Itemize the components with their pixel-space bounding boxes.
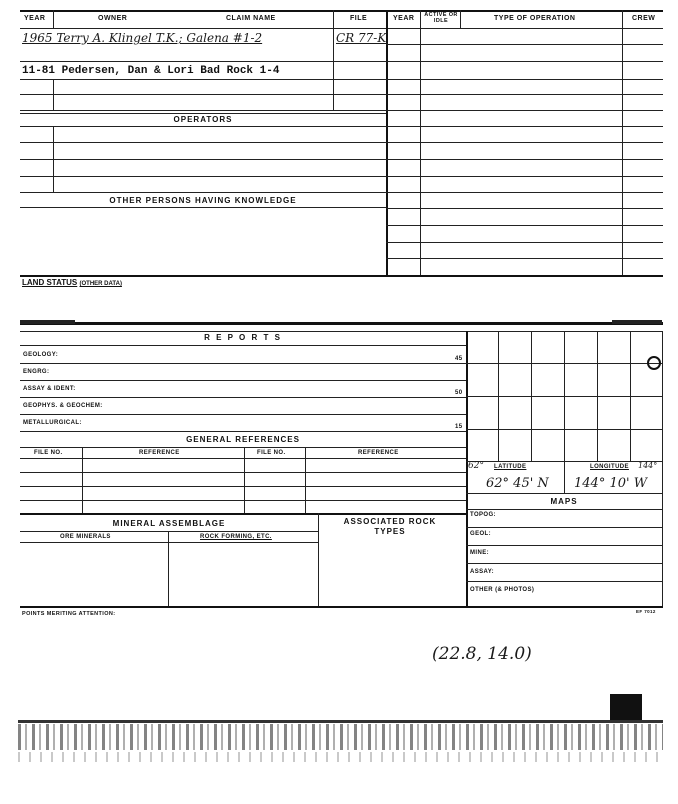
report-num-15: 15: [455, 424, 463, 430]
land-status-label: [22, 278, 122, 287]
maps-mine-label: MINE:: [470, 550, 489, 556]
entry-2-owner-claim: 11-81 Pedersen, Dan & Lori Bad Rock 1-4: [22, 65, 280, 77]
lon-degree-label: 144°: [638, 461, 658, 470]
header-type-of-operation: TYPE OF OPERATION: [494, 15, 576, 22]
land-status-title: LAND STATUS: [22, 278, 78, 287]
latitude-label: LATITUDE: [494, 464, 527, 470]
header-active-or-idle: ACTIVE OR IDLE: [424, 12, 458, 24]
entry-1-file: CR 77-K: [336, 31, 387, 45]
latitude-value: 62° 45' N: [486, 476, 549, 491]
general-references-heading: GENERAL REFERENCES: [186, 435, 300, 444]
longitude-value: 144° 10' W: [574, 476, 648, 491]
ore-minerals-label: ORE MINERALS: [60, 534, 111, 540]
lat-degree-label: 62°: [468, 461, 484, 471]
report-num-50: 50: [455, 390, 463, 396]
engrg-label: ENGRG:: [23, 369, 50, 375]
maps-topog-label: TOPOG:: [470, 512, 496, 518]
header-file: FILE: [350, 15, 368, 22]
circle-mark-icon: [647, 356, 661, 370]
other-persons-heading: OTHER PERSONS HAVING KNOWLEDGE: [109, 196, 297, 205]
assay-ident-label: ASSAY & IDENT:: [23, 386, 76, 392]
geology-label: GEOLOGY:: [23, 352, 59, 358]
header-year: YEAR: [24, 15, 46, 22]
header-crew: CREW: [632, 15, 656, 22]
reports-heading: R E P O R T S: [204, 333, 282, 342]
points-meriting-label: POINTS MERITING ATTENTION:: [22, 611, 116, 617]
maps-heading: MAPS: [550, 497, 578, 506]
ref-file-no-1: FILE NO.: [34, 450, 63, 456]
associated-rock-types-heading: ASSOCIATED ROCK TYPES: [343, 517, 437, 536]
ref-reference-2: REFERENCE: [358, 450, 399, 456]
form-number: EF 7012: [636, 609, 656, 614]
ref-file-no-2: FILE NO.: [257, 450, 286, 456]
mineral-assemblage-heading: MINERAL ASSEMBLAGE: [112, 519, 226, 528]
maps-other-label: OTHER (& PHOTOS): [470, 587, 535, 593]
land-status-subtitle: (OTHER DATA): [79, 281, 122, 287]
maps-assay-label: ASSAY:: [470, 569, 495, 575]
header-year-2: YEAR: [393, 15, 415, 22]
maps-geol-label: GEOL:: [470, 531, 491, 537]
header-claim-name: CLAIM NAME: [226, 15, 276, 22]
rock-forming-label: ROCK FORMING, ETC.: [200, 534, 272, 540]
metallurgical-label: METALLURGICAL:: [23, 420, 82, 426]
geophys-geochem-label: GEOPHYS. & GEOCHEM:: [23, 403, 103, 409]
header-owner: OWNER: [98, 15, 128, 22]
report-num-45: 45: [455, 356, 463, 362]
longitude-label: LONGITUDE: [590, 464, 629, 470]
entry-1-owner-claim: 1965 Terry A. Klingel T.K.; Galena #1-2: [22, 31, 263, 45]
coordinates-note: (22.8, 14.0): [432, 644, 532, 664]
ref-reference-1: REFERENCE: [139, 450, 180, 456]
operators-heading: OPERATORS: [173, 115, 233, 124]
